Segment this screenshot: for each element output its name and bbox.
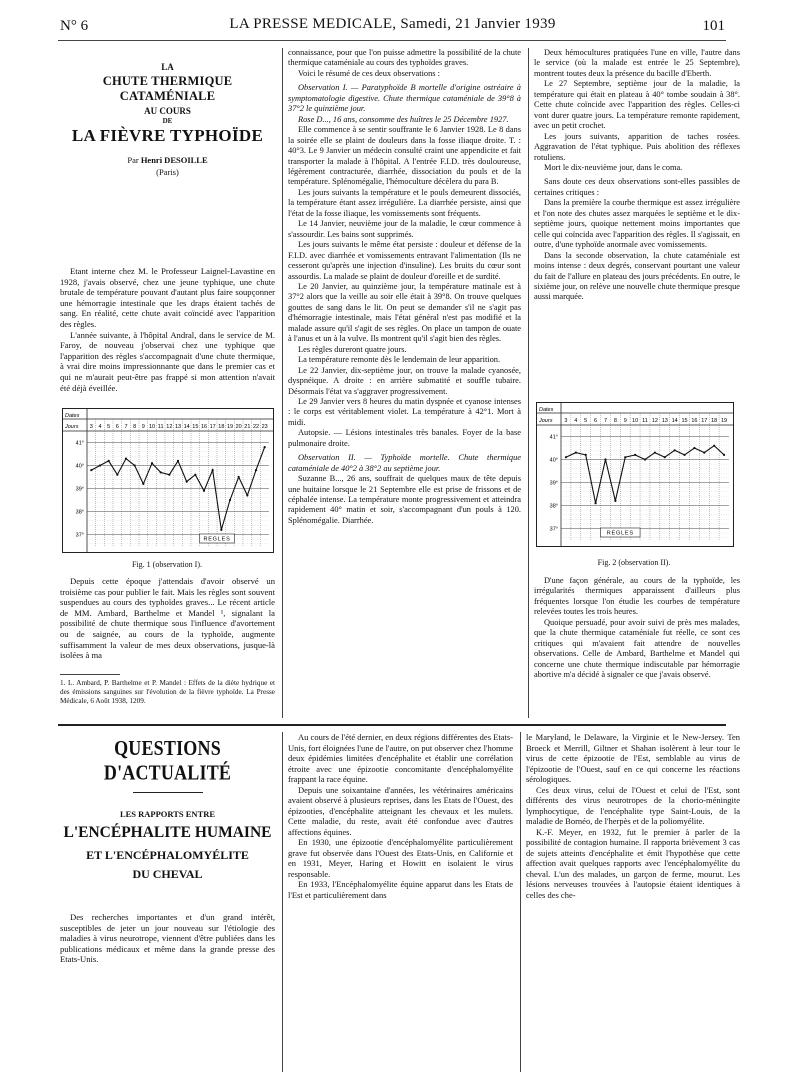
paragraph: Le 29 Janvier vers 8 heures du matin dyspnée et cyanose intenses : le corps est véritablement violet. La température à 42°1. Mort à midi. [288,396,521,427]
author-name: Henri DESOILLE [140,155,208,165]
data-point [565,456,567,458]
paragraph: Le 20 Janvier, au quinzième jour, la température matinale est à 37°2 alors que la veille au soir elle était à 39°8. On trouve quelques gouttes de sang dans le lit. On peut se demander s'il ne s'agit pas d'hémorragie intestinale, mais l'état général n'est pas modifié et la malade assure qu'il s'agit de ses règles. On place un tampon de ouate à l'anus et un à la vulve. Ils montrent qu'il s'agit bien des règles. [288,281,521,344]
data-point [723,454,725,456]
data-point [116,474,118,476]
figure-1-chart [62,408,274,553]
data-point [151,462,153,464]
day-tick-label: 8 [613,418,617,424]
column-rule [282,48,283,718]
temperature-tick-label: 39° [549,480,558,487]
article2-column-1 [60,912,275,965]
data-point [90,469,92,471]
day-tick-label: 16 [200,424,208,430]
day-tick-label: 7 [603,418,608,424]
temperature-tick-label: 39° [75,486,84,493]
data-point [229,499,231,501]
row-label-dates: Dates [539,407,554,413]
day-tick-label: 18 [218,424,225,430]
temperature-tick-label: 40° [75,463,84,470]
paragraph: L'année suivante, à l'hôpital Andral, dans le service de M. Faroy, de nouveau j'observai chez une typhique que l'apparition des règles s'accompagnait d'une chute thermique, à vrai dire moins impressionnante que dans le premier cas et qui ne m'aurait peut-être pas frappé si mon attention n'avait été déjà éveillée. [60,329,275,393]
data-point [246,494,248,496]
data-point [194,474,196,476]
column-rule [520,732,521,1072]
article2-title-line-2: ET L'ENCÉPHALOMYÉLITE [86,848,249,862]
observation-heading: Observation II. — Typhoïde mortelle. Chute thermique cataméniale de 40°2 à 38°2 au septième jour. [288,453,521,473]
day-tick-label: 10 [632,418,639,424]
byline [60,155,275,165]
paragraph: Les jours suivants la température et le pouls demeurent dissociés, la température étant assez irrégulière. La diarrhée persiste, ainsi que l'état de la fosse iliaque, les vomissements sont fréquents. [288,187,521,218]
day-tick-label: 3 [564,418,568,424]
data-point [713,445,715,447]
day-tick-label: 5 [584,418,588,424]
column-rule [528,48,529,718]
day-tick-label: 12 [166,424,173,430]
issue-number: N° 6 [60,18,89,34]
title-kicker: LES RAPPORTS ENTRE [119,809,216,819]
article1-column-3-continued [534,576,740,681]
day-tick-label: 16 [691,418,698,424]
page-number: 101 [702,18,725,34]
day-tick-label: 3 [89,424,93,430]
footnote: 1. L. Ambard, P. Barthelme et P. Mandel : Effets de la diète hydrique et des émissions sanguines sur l'évolution de la fièvre typhoïde. La Presse Médicale, 6 Août 1938, 1209. [60,679,275,705]
menses-label: REGLES [606,530,634,537]
paragraph: En 1933, l'Encéphalomyélite équine apparut dans les Etats de l'Est et particulièrement dans [288,879,513,900]
day-tick-label: 23 [261,424,268,430]
data-point [585,454,587,456]
temperature-tick-label: 37° [75,532,84,539]
temperature-chart-2 [537,403,733,546]
data-point [220,529,222,531]
row-label-dates: Dates [65,413,80,419]
paragraph: Depuis cette époque j'attendais d'avoir observé un troisième cas pour publier le fait. Mais les règles sont souvent suspendues au cours des typhoïdes graves... Le récent article de MM. Ambard, Barthelme et Mandel ¹, signalant la possibilité de chute thermique sous l'influence d'avortement ou de saignée, au cours de la typhoïde, augmente suffisamment la valeur de mes deux observations, jusque-là isolées à ma [60,576,275,661]
data-point [674,449,676,451]
article2-title-line-3: DU CHEVAL [132,867,203,881]
data-point [125,458,127,460]
temperature-tick-label: 38° [549,503,558,510]
day-tick-label: 15 [681,418,688,424]
paragraph: Les jours suivants, apparition de taches rosées. Aggravation de l'état typhique. Puis abolition des réflexes rotuliens. [534,131,740,162]
article1-column-1-continued [60,576,275,661]
data-point [264,446,266,448]
data-point [614,500,616,502]
temperature-tick-label: 38° [75,509,84,516]
data-point [634,454,636,456]
day-tick-label: 10 [148,424,156,430]
day-tick-label: 19 [226,424,234,430]
data-point [683,454,685,456]
paragraph: Mort le dix-neuvième jour, dans le coma. [544,162,683,172]
journal-title-line [60,16,725,33]
figure-1-caption: Fig. 1 (observation I). [132,560,202,569]
paragraph: Suzanne B..., 26 ans, souffrait de quelques maux de tête depuis une huitaine lorsque le 21 Septembre elle est prise de frissons et de céphalée intense. La température monte progressivement et atteindra rapidement 40° matin et soir, s'accompagnant d'un pouls à 120. Splénomégalie. Diarrhée. [288,474,521,525]
article2-title-block [60,736,275,882]
figure-2-chart [536,402,734,547]
temperature-tick-label: 40° [549,457,558,464]
day-tick-label: 22 [252,424,260,430]
data-point [255,469,257,471]
day-tick-label: 17 [209,424,216,430]
paragraph: Depuis une soixantaine d'années, les vétérinaires américains avaient observé à plusieurs reprises, dans les Etats de l'Ouest, des épizooties, d'encéphalite atteignant les chevaux et les mulets. Cette maladie, du reste, avait été confondue avec d'autres affections équines. [288,784,513,837]
day-tick-label: 13 [661,418,668,424]
data-point [177,460,179,462]
temperature-tick-label: 37° [549,526,558,533]
paragraph: Voici le résumé de ces deux observations : [298,68,440,78]
journal-name: LA PRESSE MEDICALE, [229,16,397,32]
article2-column-3 [526,732,740,900]
paragraph: Les règles dureront quatre jours. [298,344,407,354]
row-label-days: Jours [65,424,79,430]
data-point [703,452,705,454]
day-tick-label: 12 [651,418,658,424]
day-tick-label: 11 [157,424,164,430]
data-point [664,456,666,458]
paragraph: D'une façon générale, au cours de la typhoïde, les irrégularités thermiques apparaissent d'ailleurs plus fréquentes lorsque l'on étudie les courbes de température relevées toutes les trois heures. [534,576,740,617]
day-tick-label: 5 [107,424,111,430]
temperature-curve [566,446,724,504]
paragraph: Le 22 Janvier, dix-septième jour, on trouve la malade cyanosée, dyspnéique. A droite : en arrière submatité et souffle tubaire. Désormais l'état va s'aggraver progressivement. [288,365,521,396]
day-tick-label: 9 [141,424,145,430]
section-heading: QUESTIONS D'ACTUALITÉ [103,736,232,784]
data-point [186,481,188,483]
article1-column-1 [60,266,275,393]
temperature-chart-1 [63,409,273,552]
figure-2-caption: Fig. 2 (observation II). [597,558,671,567]
paragraph: Des recherches importantes et d'un grand intérêt, susceptibles de jeter un jour nouveau sur l'étiologie des maladies à virus neurotrope, viennent d'être publiées dans les publications médicaux et même dans la grande presse des Etats-Unis. [60,912,275,965]
temperature-tick-label: 41° [75,440,84,447]
article2-column-2 [288,732,513,900]
day-tick-label: 21 [244,424,251,430]
data-point [644,458,646,460]
paragraph: Les jours suivants le même état persiste : douleur et défense de la F.I.D. avec diarrhée et vomissements entravant l'alimentation (Ils ne cesseront qu'après une injection d'insuline). Les bruits du cœur sont assourdis. La malade se plaint de douleur d'oreille et de surdité. [288,240,521,281]
row-label-days: Jours [539,418,553,424]
header-rule [58,40,726,41]
data-point [693,447,695,449]
observation-heading: Observation I. — Paratyphoïde B mortelle d'origine ostréaire à symptomatologie digestive. Chute thermique cataméniale de 39°8 à 37°2 le quinzième jour. [288,83,521,114]
column-rule [282,732,283,1072]
issue-date: Samedi, 21 Janvier 1939 [400,16,556,32]
paragraph: Deux hémocultures pratiquées l'une en ville, l'autre dans le service (où la malade est entrée le 25 Septembre), montrent toutes deux la présence du bacille d'Eberth. [534,48,740,78]
day-tick-label: 19 [720,418,728,424]
article-title-line-2: AU COURS [144,106,191,116]
day-tick-label: 18 [711,418,718,424]
day-tick-label: 4 [98,424,102,430]
article-title-block [60,62,275,177]
footnote-rule [60,674,120,675]
paragraph: La température remonte dès le lendemain de leur apparition. [298,355,501,365]
data-point [604,458,606,460]
paragraph: Ces deux virus, celui de l'Ouest et celui de l'Est, sont différents des virus neurotropes de la chorio-méningite lymphocytique, de l'encéphalite type Saint-Louis, de la maladie de Bornéo, de l'herpès et de la poliomyélite. [526,784,740,826]
paragraph: le Maryland, le Delaware, la Virginie et le New-Jersey. Ten Broeck et Merrill, Giltner et Shahan isolèrent à leur tour le virus de cette épizootie de l'Est, semblable au virus de l'épizootie de l'Ouest, sauf en ce qui concerne les réactions sérologiques. [526,732,740,784]
data-point [160,471,162,473]
data-point [134,464,136,466]
article-title-line-4: LA FIÈVRE TYPHOÏDE [71,126,264,145]
paragraph: En 1930, une épizootie d'encéphalomyélite particulièrement grave fut observée dans l'Ouest des Etats-Unis, en Californie et en 1931, Meyer, Haring et Howitt en isolaient le virus responsable. [288,837,513,879]
day-tick-label: 7 [124,424,128,430]
page-header [60,16,725,38]
paragraph: Elle commence à se sentir souffrante le 6 Janvier 1928. Le 8 dans la soirée elle se plaint de douleurs dans la fosse iliaque droite. T. : 40°3. Le 9 Janvier un médecin consulté craint une appendicite et fait transporter la malade à l'hôpital. A l'entrée F.I.D. très douloureuse, légèrement contracturée, diarrhée, dissociation du pouls et de la température. Splénomégalie, l'hémoculture décèlera du para B. [288,125,521,187]
paragraph: Rose D..., 16 ans, consomme des huîtres le 25 Décembre 1927. [298,114,509,124]
day-tick-label: 14 [671,418,678,424]
menses-label: REGLES [203,536,231,543]
article1-column-2 [288,48,521,526]
paragraph: Autopsie. — Lésions intestinales très banales. Foyer de la base pulmonaire droite. [288,428,521,448]
article-title-line-3: DE [162,117,173,125]
paragraph: K.-F. Meyer, en 1932, fut le premier à parler de la possibilité de contagion humaine. Il rapporta brièvement 3 cas de sujets atteints d'encéphalite et émit l'hypothèse que cette affection avait quelques rapports avec l'encéphalomyélite du cheval. L'un des malades, un garçon de ferme, mourut. Les lésions nerveuses trouvées à l'autopsie étaient identiques à celles des che- [526,826,740,900]
author-city: (Paris) [156,167,179,177]
day-tick-label: 9 [623,418,627,424]
article2-title-line-1: L'ENCÉPHALITE HUMAINE [63,824,272,841]
day-tick-label: 11 [642,418,648,424]
paragraph: Le 14 Janvier, neuvième jour de la maladie, le cœur commence à s'assourdir. Les bains sont supprimés. [288,219,521,239]
paragraph: Quoique persuadé, pour avoir suivi de près mes malades, que la chute thermique cataméniale fut réelle, ce sont ces critiques qui m'avaient fait attendre de nouvelles observations. Celle de Ambard, Barthelme et Mandel qui concerne une chute thermique indiscutable par hémorragie abortive m'a décidé à signaler ce que j'avais observé. [534,617,740,680]
day-tick-label: 14 [183,424,190,430]
data-point [212,469,214,471]
data-point [99,464,101,466]
data-point [142,483,144,485]
day-tick-label: 8 [133,424,137,430]
day-tick-label: 15 [192,424,199,430]
data-point [575,452,577,454]
temperature-tick-label: 41° [549,434,558,441]
day-tick-label: 13 [174,424,182,430]
paragraph: Sans doute ces deux observations sont-elles passibles de certaines critiques : [534,177,740,197]
article1-column-3 [534,48,740,303]
title-rule [133,792,203,793]
byline-prefix: Par [127,155,139,165]
paragraph: Au cours de l'été dernier, en deux régions différentes des Etats-Unis, fort éloignées l'une de l'autre, on put observer chez l'homme deux épidémies limitées d'encéphalite et établir une corrélation étroite avec une épizootie concomitante d'encéphalomyélite frappant la race équine. [288,732,513,784]
day-tick-label: 6 [594,418,598,424]
article-title-line-1: CHUTE THERMIQUE CATAMÉNIALE [102,74,233,103]
data-point [654,452,656,454]
day-tick-label: 17 [701,418,708,424]
data-point [594,502,596,504]
title-kicker: LA [161,62,174,72]
paragraph: Dans la seconde observation, la chute cataméniale est moins intense : deux degrés, conservant pourtant une valeur du fait de l'allure en plateau des jours précédents. En outre, le sixième jour, on relève une nouvelle chute thermique presque aussi marquée. [534,250,740,302]
paragraph: Dans la première la courbe thermique est assez irrégulière et l'on note des chutes assez marquées le septième et le dix-septième jours, quoique nettement moins importantes que celle qui coïncida avec l'apparition des règles. Il s'agissait, en outre, d'une typhoïde anormale avec vomissements. [534,198,740,250]
section-divider [58,724,726,726]
paragraph: Le 27 Septembre, septième jour de la maladie, la température qui était en plateau à 40° tombe soudain à 38°. Cette chute coïncide avec l'apparition des règles. Celles-ci vont durer quatre jours. La température remonte rapidement, avec un petit crochet. [534,79,740,131]
day-tick-label: 4 [574,418,578,424]
data-point [238,476,240,478]
paragraph: connaissance, pour que l'on puisse admettre la possibilité de la chute thermique cataméniale au cours des typhoïdes graves. [288,48,521,68]
day-tick-label: 6 [115,424,119,430]
day-tick-label: 20 [235,424,242,430]
data-point [624,456,626,458]
data-point [203,490,205,492]
paragraph: Etant interne chez M. le Professeur Laignel-Lavastine en 1928, j'avais observé, chez une jeune typhique, une chute brutale de température pouvant d'autant plus faire soupçonner une hémorragie intestinale que les draps étaient tachés de sang. En réalité, cette chute avait coïncidé avec l'apparition des règles. [60,266,275,329]
data-point [168,474,170,476]
data-point [108,460,110,462]
